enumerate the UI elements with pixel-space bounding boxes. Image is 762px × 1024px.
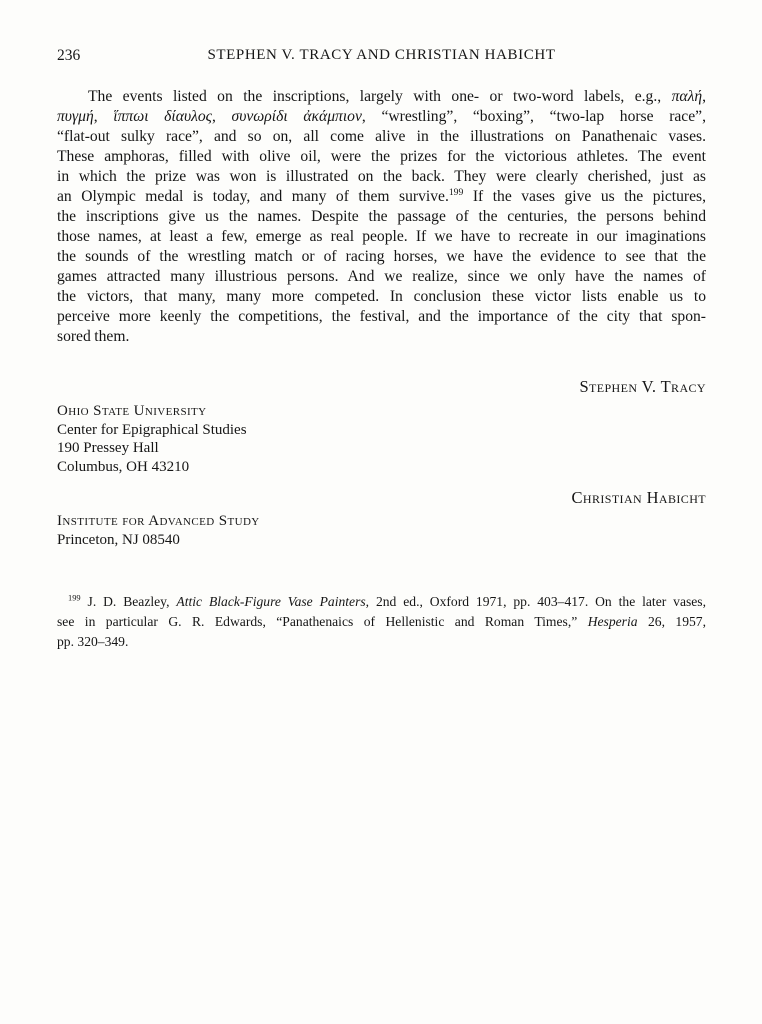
page-number: 236 bbox=[57, 47, 81, 64]
page-header bbox=[57, 47, 706, 67]
affiliation-line: Princeton, NJ 08540 bbox=[57, 531, 180, 548]
affiliation-line: Center for Epigraphical Studies bbox=[57, 421, 247, 438]
signature-name-tracy: Stephen V. Tracy bbox=[579, 377, 706, 396]
body-text-line: “flat-out sulky race”, and so on, all come alive in the illustrations on Panathenaic vases. bbox=[57, 128, 706, 145]
body-text-line: the sounds of the wrestling match or of racing horses, we have the evidence to see that the bbox=[57, 248, 706, 265]
footnote bbox=[57, 592, 706, 652]
affiliation-line: 190 Pressey Hall bbox=[57, 440, 159, 456]
footnote-line: see in particular G. R. Edwards, “Panathenaics of Hellenistic and Roman Times,” Hesperia 26, 1957, bbox=[57, 614, 706, 629]
body-text-line: πυγμή, ἵππωι δίαυλος, συνωρίδι ἀκάμπιον, “wrestling”, “boxing”, “two-lap horse race”, bbox=[57, 108, 706, 125]
affiliation-line: Ohio State University bbox=[57, 403, 207, 419]
body-text-line: an Olympic medal is today, and many of them survive.$^{199}$ If the vases give us the pictures, bbox=[57, 186, 706, 205]
signature-name-habicht: Christian Habicht bbox=[571, 488, 706, 507]
running-title: STEPHEN V. TRACY AND CHRISTIAN HABICHT bbox=[207, 47, 556, 63]
main-paragraph bbox=[57, 87, 706, 347]
footnote-line: $^{199}$ J. D. Beazley, Attic Black-Figure Vase Painters, 2nd ed., Oxford 1971, pp. 403–417. On the later vases, bbox=[68, 592, 706, 609]
body-text-line: games attracted many illustrious persons. And we realize, since we only have the names of bbox=[57, 268, 706, 285]
footnote-line: pp. 320–349. bbox=[57, 634, 129, 649]
body-text-line: in which the prize was won is illustrated on the back. They were clearly cherished, just as bbox=[57, 168, 706, 185]
affiliation-tracy bbox=[57, 402, 247, 476]
body-text-line: sored them. bbox=[57, 328, 130, 345]
body-text-line: those names, at least a few, emerge as real people. If we have to recreate in our imaginations bbox=[57, 228, 706, 245]
affiliation-line: Columbus, OH 43210 bbox=[57, 458, 190, 475]
affiliation-line: Institute for Advanced Study bbox=[57, 513, 260, 529]
affiliation-habicht bbox=[57, 512, 260, 549]
body-text-line: perceive more keenly the competitions, the festival, and the importance of the city that spon- bbox=[57, 308, 706, 325]
body-text-line: The events listed on the inscriptions, largely with one- or two-word labels, e.g., παλή, bbox=[88, 88, 706, 105]
body-text-line: the inscriptions give us the names. Despite the passage of the centuries, the persons behind bbox=[57, 208, 706, 225]
body-text-line: These amphoras, filled with olive oil, were the prizes for the victorious athletes. The event bbox=[57, 148, 706, 165]
body-text-line: the victors, that many, many more competed. In conclusion these victor lists enable us to bbox=[57, 288, 706, 305]
